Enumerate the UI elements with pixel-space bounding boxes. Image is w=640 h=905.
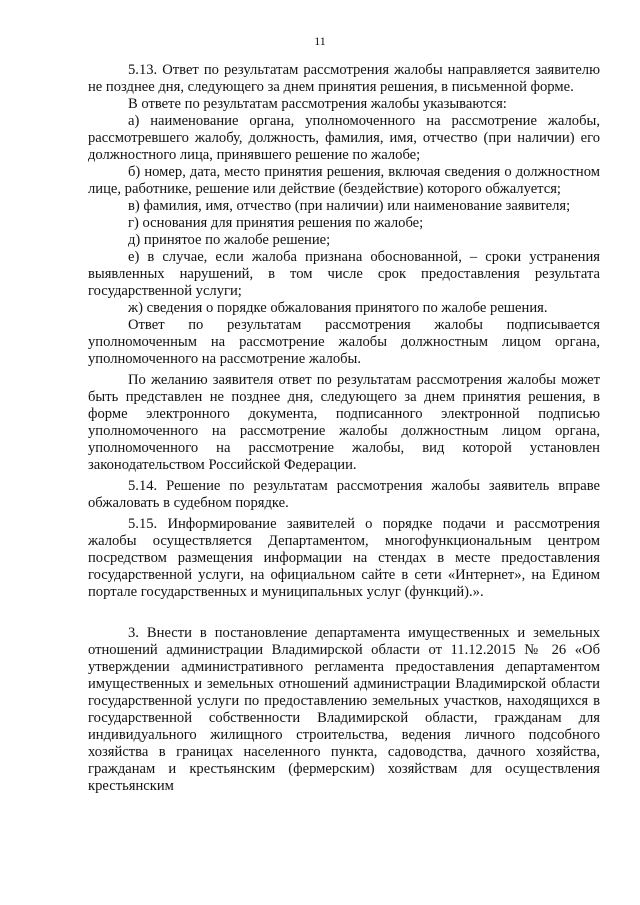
- paragraph-5-15: 5.15. Информирование заявителей о порядке подачи и рассмотрения жалобы осуществляется Департаментом, многофункциональным центром посредством размещения информации на стендах в месте предоставления государственной услуги, на официальном сайте в сети «Интернет», на Едином портале государственных и муниципальных услуг (функций).».: [88, 516, 600, 600]
- list-item-e: е) в случае, если жалоба признана обоснованной, – сроки устранения выявленных нарушений, в том числе срок предоставления результата государственной услуги;: [88, 249, 600, 299]
- list-item-b: б) номер, дата, место принятия решения, включая сведения о должностном лице, работнике, решение или действие (бездействие) которого обжалуется;: [88, 164, 600, 197]
- list-item-a: а) наименование органа, уполномоченного на рассмотрение жалобы, рассмотревшего жалобу, должность, фамилия, имя, отчество (при наличии) его должностного лица, принявшего решение по жалобе;: [88, 113, 600, 163]
- list-item-g: г) основания для принятия решения по жалобе;: [128, 215, 424, 231]
- list-item-v: в) фамилия, имя, отчество (при наличии) или наименование заявителя;: [128, 198, 571, 214]
- paragraph-response-signing: Ответ по результатам рассмотрения жалобы подписывается уполномоченным на рассмотрение жалобы должностным лицом органа, уполномоченного на рассмотрение жалобы.: [88, 317, 600, 367]
- paragraph-response-contents-intro: В ответе по результатам рассмотрения жалобы указываются:: [128, 96, 507, 112]
- document-body: [88, 62, 600, 795]
- paragraph-3-amendment: 3. Внести в постановление департамента имущественных и земельных отношений администрации Владимирской области от 11.12.2015 № 26 «Об утверждении административного регламента предоставления департаментом имущественных и земельных отношений администрации Владимирской области государственной услуги по предоставлению земельных участков, находящихся в государственной собственности Владимирской области, гражданам для индивидуального жилищного строительства, ведения личного подсобного хозяйства в границах населенного пункта, садоводства, дачного хозяйства, гражданам и крестьянским (фермерским) хозяйствам для осуществления крестьянским: [88, 625, 600, 794]
- list-item-zh: ж) сведения о порядке обжалования принятого по жалобе решения.: [128, 300, 548, 316]
- paragraph-5-13: 5.13. Ответ по результатам рассмотрения жалобы направляется заявителю не позднее дня, следующего за днем принятия решения, в письменной форме.: [88, 62, 600, 95]
- list-item-d: д) принятое по жалобе решение;: [128, 232, 331, 248]
- page-number: 11: [314, 34, 326, 48]
- paragraph-5-14: 5.14. Решение по результатам рассмотрения жалобы заявитель вправе обжаловать в судебном порядке.: [88, 478, 600, 511]
- paragraph-electronic-response: По желанию заявителя ответ по результатам рассмотрения жалобы может быть представлен не позднее дня, следующего за днем принятия решения, в форме электронного документа, подписанного электронной подписью уполномоченного на рассмотрение жалобы должностным лицом органа, уполномоченного на рассмотрение жалобы, вид которой установлен законодательством Российской Федерации.: [88, 372, 600, 473]
